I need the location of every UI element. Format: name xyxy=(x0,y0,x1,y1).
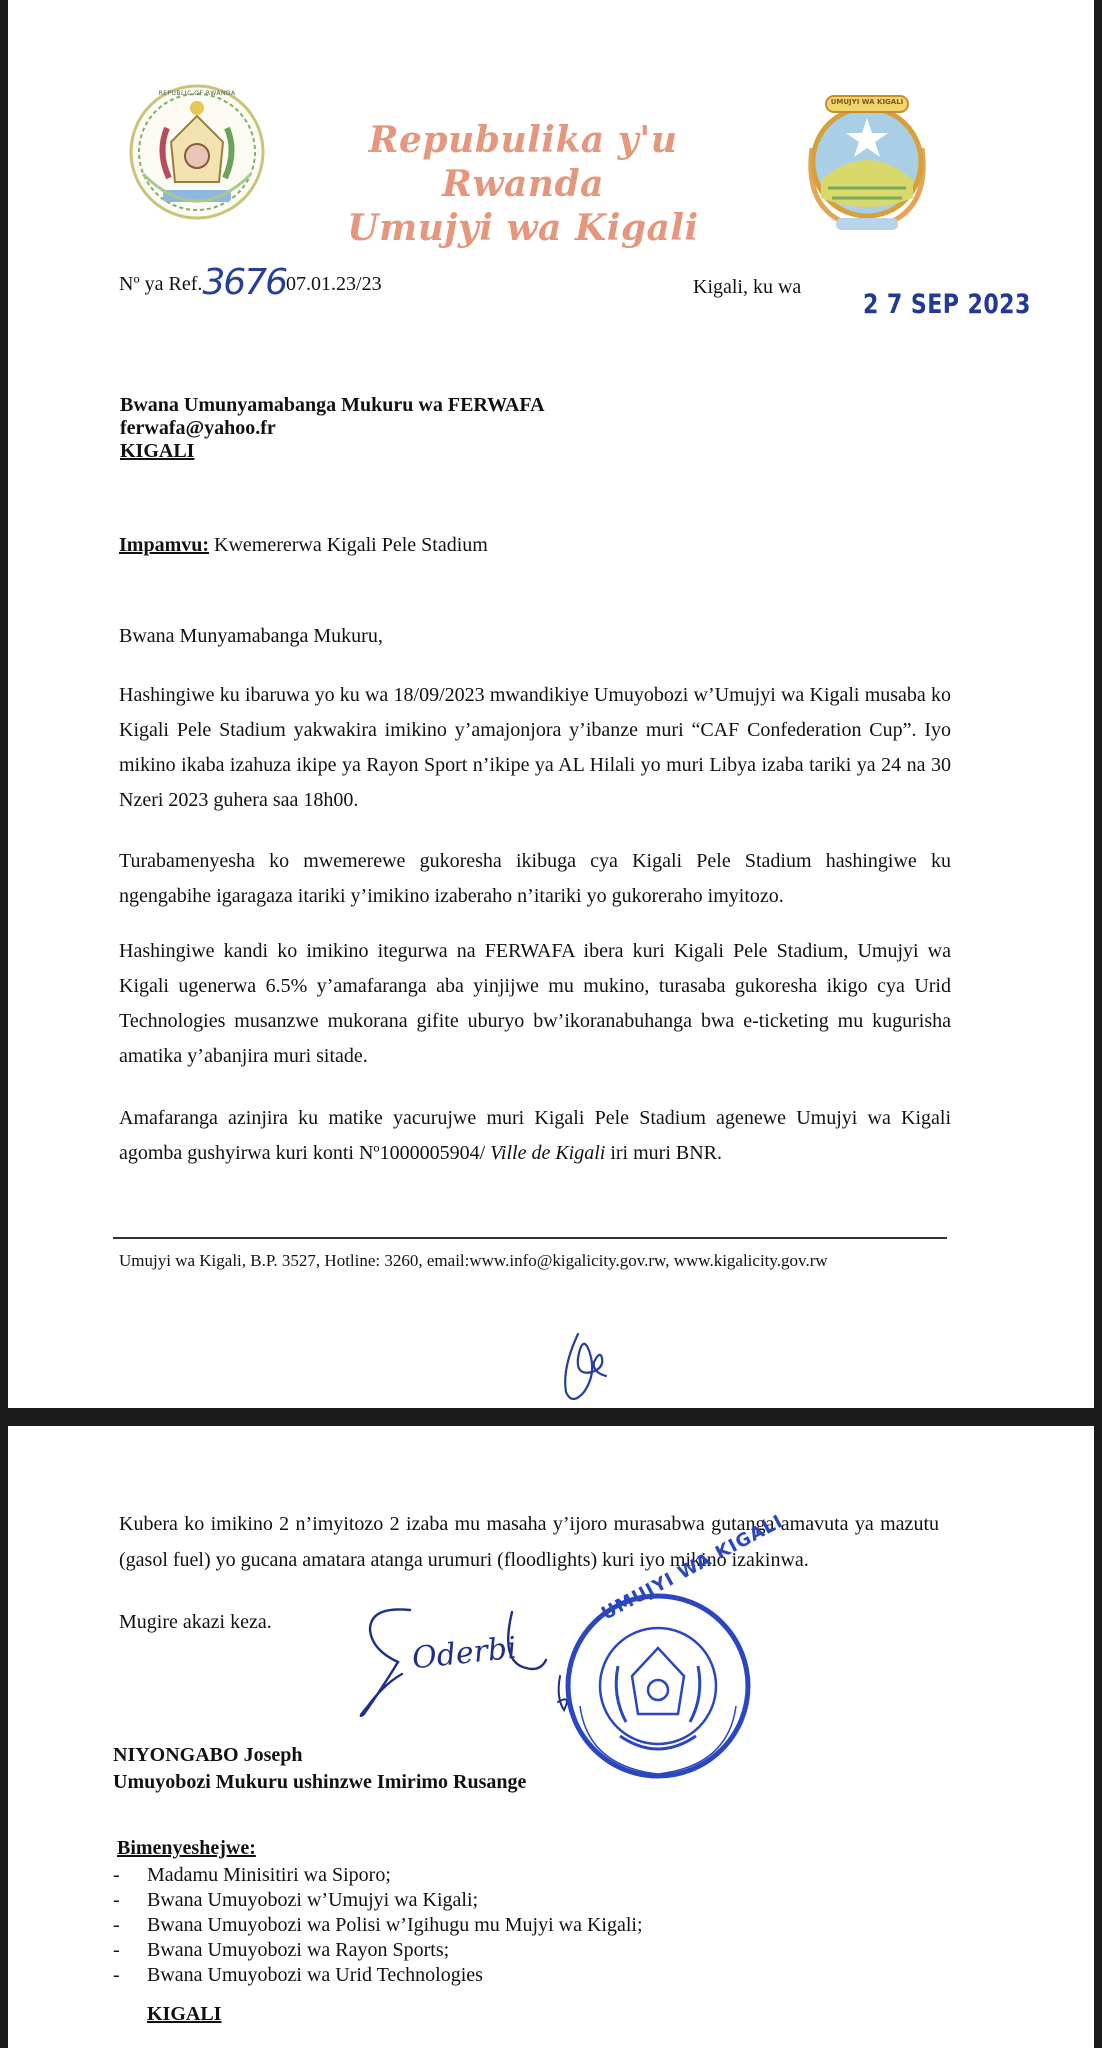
reference-number xyxy=(119,262,382,303)
handwritten-reference-number: 3676 xyxy=(202,262,287,303)
letter-page-1 xyxy=(8,0,1094,1408)
recipient-name: Bwana Umunyamabanga Mukuru wa FERWAFA xyxy=(120,394,545,416)
body-paragraph-3: Hashingiwe kandi ko imikino itegurwa na FERWAFA ibera kuri Kigali Pele Stadium, Umujyi wa Kigali ugenerwa 6.5% y’amafaranga aba yinjijwe mu mukino, turasaba gukoresha ikigo cya Urid Technologies musanzwe mukorana gifite uburyo bw’ikoranabuhanga bwa e-ticketing mu kugurisha amatika y’abanjira muri sitade. xyxy=(119,940,951,1067)
signer-block xyxy=(113,1742,526,1796)
rwanda-coat-of-arms-emblem xyxy=(123,78,271,230)
footer-divider xyxy=(113,1237,947,1239)
letterhead-title xyxy=(303,118,743,250)
page2-paragraph: Kubera ko imikino 2 n’imyitozo 2 izaba mu masaha y’ijoro murasabwa gutanga amavuta ya mazutu (gasol fuel) yo gucana amatara atanga urumuri (floodlights) kuri iyo mikino izakinwa. xyxy=(119,1513,939,1571)
cc-list-item: - Bwana Umuyobozi wa Polisi w’Igihugu mu Mujyi wa Kigali; xyxy=(113,1914,643,1936)
body-paragraph-1: Hashingiwe ku ibaruwa yo ku wa 18/09/2023 mwandikiye Umuyobozi w’Umujyi wa Kigali musaba ko Kigali Pele Stadium yakwakira imikino y’amajonjora y’ibanze muri “CAF Confederation Cup”. Iyo mikino ikaba izahuza ikipe ya Rayon Sport n’ikipe ya AL Hilali yo muri Libya izaba tariki ya 24 na 30 Nzeri 2023 guhera saa 18h00. xyxy=(119,684,951,811)
signer-name: NIYONGABO Joseph xyxy=(113,1744,303,1766)
cc-heading: Bimenyeshejwe: xyxy=(117,1837,256,1859)
subject-label: Impamvu: xyxy=(119,534,210,556)
signature-text: Oderbi xyxy=(410,1630,519,1677)
reference-label: Nº ya Ref. xyxy=(119,273,203,295)
cc-list xyxy=(113,1863,643,1988)
handwritten-initials xyxy=(558,1328,618,1408)
date-stamp: 2 7 SEP 2023 xyxy=(863,289,1031,320)
right-emblem-text: UMUJYI WA KIGALI xyxy=(830,98,904,106)
paragraph-4-end: iri muri BNR. xyxy=(605,1142,723,1164)
footer-contact: Umujyi wa Kigali, B.P. 3527, Hotline: 3260, email:www.info@kigalicity.gov.rw, www.kigalicity.gov.rw xyxy=(119,1251,828,1270)
cc-list-item: - Bwana Umuyobozi wa Urid Technologies xyxy=(113,1964,483,1986)
paragraph-4-italic: Ville de Kigali xyxy=(490,1142,606,1164)
cc-list-item: - Madamu Minisitiri wa Siporo; xyxy=(113,1864,391,1886)
cc-city: KIGALI xyxy=(147,2003,222,2025)
paragraph-4-start: Amafaranga azinjira ku matike yacurujwe muri Kigali Pele Stadium agenewe Umujyi wa Kigali agomba gushyirwa kuri konti Nº1000005904/ xyxy=(119,1107,951,1164)
place-date-text: Kigali, ku wa xyxy=(693,276,802,298)
official-stamp xyxy=(560,1586,756,1792)
stamp-text: UMUJYI WA KIGALI xyxy=(598,1510,787,1625)
recipient-address xyxy=(120,394,545,463)
left-emblem-text: REPUBLIC OF RWANDA xyxy=(158,90,236,97)
reference-suffix: 07.01.23/23 xyxy=(286,273,382,295)
cc-list-item: - Bwana Umuyobozi wa Rayon Sports; xyxy=(113,1939,450,1961)
body-paragraph-2: Turabamenyesha ko mwemerewe gukoresha ikibuga cya Kigali Pele Stadium hashingiwe ku ngengabihe igaragaza itariki y’imikino izaberaho n’itariki yo gukoreraho imyitozo. xyxy=(119,850,951,907)
salutation: Bwana Munyamabanga Mukuru, xyxy=(119,625,383,647)
letterhead-title-line-2: Umujyi wa Kigali xyxy=(347,207,699,249)
cc-list-item: - Bwana Umuyobozi w’Umujyi wa Kigali; xyxy=(113,1889,479,1911)
subject-line xyxy=(119,532,488,558)
subject-text: Kwemererwa Kigali Pele Stadium xyxy=(209,534,488,556)
closing-text: Mugire akazi keza. xyxy=(119,1611,272,1633)
recipient-city: KIGALI xyxy=(120,440,195,462)
signer-title: Umuyobozi Mukuru ushinzwe Imirimo Rusange xyxy=(113,1771,527,1793)
body-paragraph-4 xyxy=(119,1101,951,1171)
letterhead-title-line-1: Repubulika y'u Rwanda xyxy=(368,119,678,205)
kigali-city-emblem xyxy=(788,88,946,238)
recipient-email: ferwafa@yahoo.fr xyxy=(120,417,276,439)
